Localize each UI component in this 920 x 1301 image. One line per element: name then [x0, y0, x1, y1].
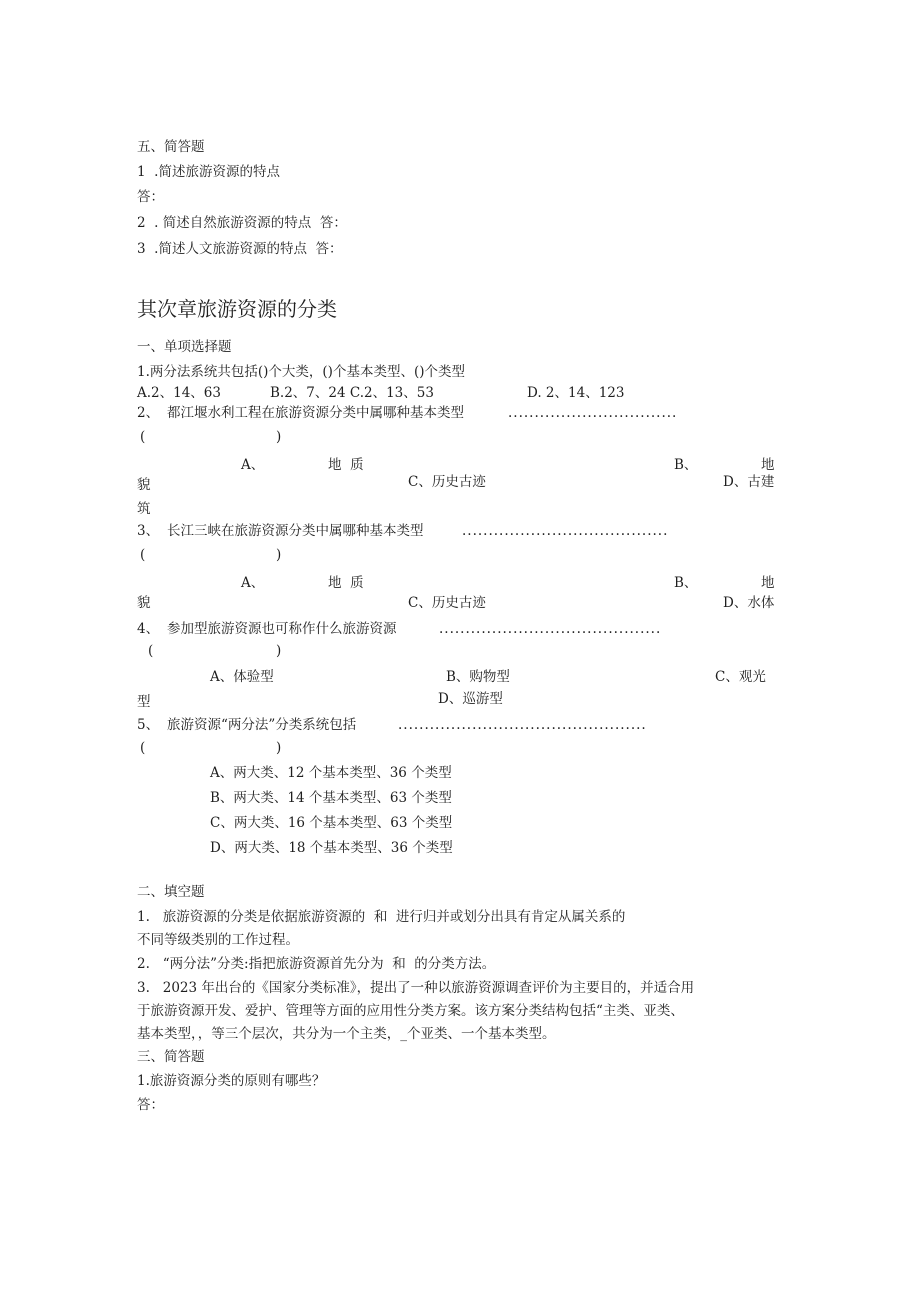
choice-q2-leader-dots: ................................ [508, 405, 678, 421]
choice-q3-option-a-text: 地 质 [328, 575, 364, 591]
choice-q3-option-b: B、 [674, 575, 698, 591]
choice-q3-option-b-text: 地 [761, 575, 775, 591]
fill-line-5: 于旅游资源开发、爱护、管理等方面的应用性分类方案。该方案分类结构包括“主类、亚类、 [137, 1003, 684, 1019]
choice-q1-option-a: A.2、14、63 [137, 385, 221, 401]
choice-q4-paren-left: ( [148, 643, 154, 659]
question-2: 2 . 简述自然旅游资源的特点 答： [137, 215, 347, 231]
choice-q5-option-d: D、两大类、18 个基本类型、36 个类型 [210, 840, 453, 856]
choice-q2-option-b: B、 [674, 457, 698, 473]
choice-q2-option-a-text: 地 质 [328, 457, 364, 473]
section-title-single-choice: 一、单项选择题 [137, 339, 232, 355]
choice-q3-option-a: A、 [241, 575, 265, 591]
choice-q4-option-a: A、体验型 [210, 669, 274, 685]
choice-q4-option-c-tail: 型 [137, 694, 151, 710]
choice-q4-option-c: C、观光 [715, 669, 766, 685]
choice-q3-option-c: C、历史古迹 [408, 595, 486, 611]
short-question-1: 1.旅游资源分类的原则有哪些？ [137, 1073, 326, 1089]
choice-q5-leader-dots: ............................................... [398, 717, 647, 733]
choice-q2-option-a: A、 [241, 457, 265, 473]
choice-q2-stem: 都江堰水利工程在旅游资源分类中属哪种基本类型 [167, 405, 464, 421]
fill-line-4: 3. 2023 年出台的《国家分类标准》，提出了一种以旅游资源调查评价为主要目的，并适合用 [137, 980, 695, 996]
choice-q4-option-d: D、巡游型 [438, 691, 503, 707]
choice-q2-number: 2、 [137, 405, 160, 421]
choice-q3-number: 3、 [137, 523, 160, 539]
choice-q2-option-d: D、古建 [723, 474, 775, 490]
choice-q3-stem: 长江三峡在旅游资源分类中属哪种基本类型 [167, 523, 424, 539]
choice-q3-option-d: D、水体 [723, 595, 775, 611]
choice-q2-option-c: C、历史古迹 [408, 474, 486, 490]
section-title-fill-blank: 二、填空题 [137, 884, 205, 900]
choice-q4-paren-right: ) [276, 643, 282, 659]
choice-q5-paren-left: ( [140, 740, 146, 756]
choice-q2-paren-left: ( [140, 429, 146, 445]
choice-q3-leader-dots: ....................................... [462, 523, 669, 539]
choice-q5-option-a: A、两大类、12 个基本类型、36 个类型 [210, 765, 452, 781]
section-title-short-answer-3: 三、简答题 [137, 1049, 205, 1065]
choice-q1-option-d: D. 2、14、123 [527, 385, 625, 401]
choice-q4-number: 4、 [137, 621, 160, 637]
choice-q5-number: 5、 [137, 717, 160, 733]
choice-q4-leader-dots: .......................................... [439, 621, 662, 637]
choice-q3-paren-right: ) [276, 547, 282, 563]
section-title-short-answer-5: 五、简答题 [137, 139, 205, 155]
choice-q1-option-bc: B.2、7、24 C.2、13、53 [270, 385, 434, 401]
choice-q4-option-b: B、购物型 [446, 669, 510, 685]
choice-q5-paren-right: ) [276, 740, 282, 756]
question-3: 3 .简述人文旅游资源的特点 答： [137, 241, 343, 257]
fill-line-2: 不同等级类别的工作过程。 [137, 932, 299, 948]
choice-q4-stem: 参加型旅游资源也可称作什么旅游资源 [167, 621, 397, 637]
short-answer-label: 答： [137, 1097, 164, 1113]
question-1: 1 .简述旅游资源的特点 [137, 164, 280, 180]
fill-line-6: 基本类型，，等三个层次，共分为一个主类，_个亚类、一个基本类型。 [137, 1026, 556, 1042]
choice-q2-option-d-tail: 筑 [137, 501, 151, 517]
choice-q1-stem: 1.两分法系统共包括()个大类，()个基本类型、()个类型 [137, 364, 465, 380]
choice-q5-stem: 旅游资源“两分法”分类系统包括 [167, 717, 357, 733]
answer-label: 答： [137, 189, 164, 205]
choice-q5-option-b: B、两大类、14 个基本类型、63 个类型 [210, 790, 452, 806]
fill-line-1: 1. 旅游资源的分类是依据旅游资源的 和 进行归并或划分出具有肯定从属关系的 [137, 909, 626, 925]
chapter-title: 其次章旅游资源的分类 [137, 297, 337, 321]
choice-q5-option-c: C、两大类、16 个基本类型、63 个类型 [210, 815, 453, 831]
choice-q2-option-a-tail: 貌 [137, 477, 151, 493]
choice-q3-paren-left: ( [140, 547, 146, 563]
choice-q2-paren-right: ) [276, 429, 282, 445]
choice-q3-option-a-tail: 貌 [137, 595, 151, 611]
fill-line-3: 2. “两分法”分类:指把旅游资源首先分为 和 的分类方法。 [137, 956, 496, 972]
choice-q2-option-b-text: 地 [761, 457, 775, 473]
